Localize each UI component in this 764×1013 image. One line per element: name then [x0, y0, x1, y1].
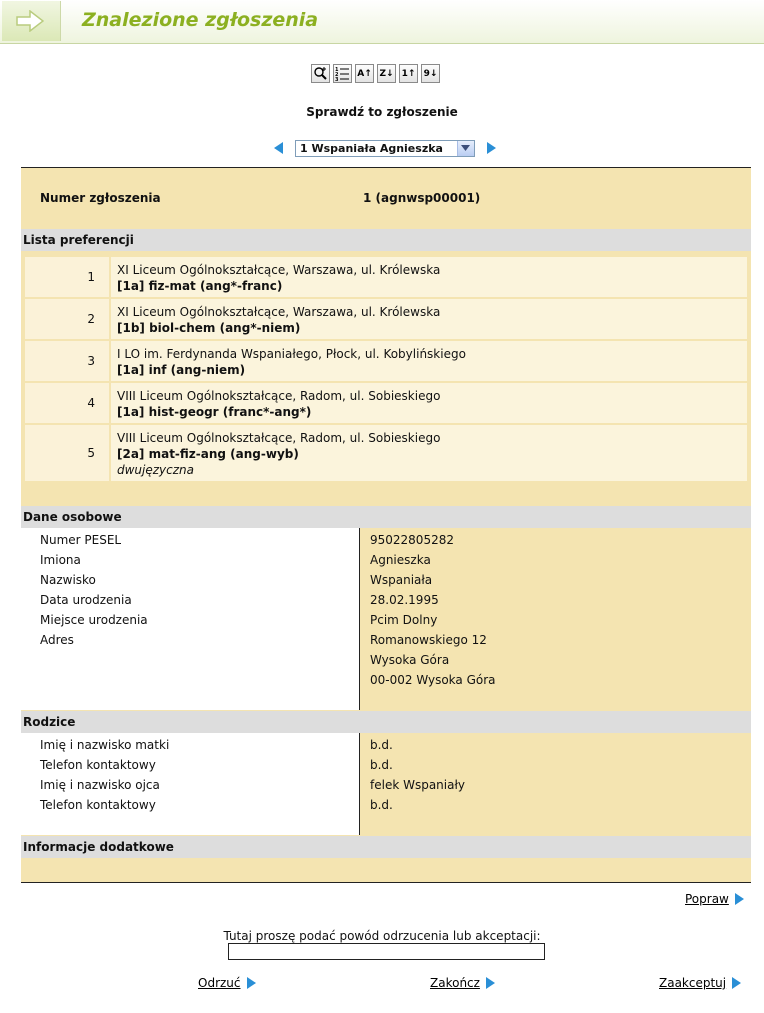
preference-number: 3 — [25, 341, 111, 381]
sort-9-desc-icon[interactable]: 9↓ — [421, 64, 440, 83]
application-number-value: 1 (agnwsp00001) — [363, 191, 481, 205]
header-divider — [0, 43, 764, 44]
reason-label: Tutaj proszę podać powód odrzucenia lub akceptacji: — [223, 929, 541, 943]
extra-info-section-header: Informacje dodatkowe — [21, 836, 751, 858]
application-navigator — [271, 139, 499, 157]
application-details — [21, 167, 751, 883]
preference-class: [1a] fiz-mat (ang*-franc) — [117, 279, 283, 293]
application-select[interactable] — [295, 140, 475, 157]
field-value: 28.02.1995 — [370, 593, 439, 607]
application-number-label: Numer zgłoszenia — [40, 191, 161, 205]
field-value: b.d. — [370, 758, 393, 772]
reject-link[interactable] — [198, 976, 257, 990]
preference-school: XI Liceum Ogólnokształcące, Warszawa, ul. Królewska — [117, 263, 441, 277]
sort-z-desc-icon[interactable]: Z↓ — [377, 64, 396, 83]
arrow-right-icon — [730, 977, 742, 989]
preference-row — [25, 257, 747, 297]
field-value: Pcim Dolny — [370, 613, 438, 627]
address-line: 00-002 Wysoka Góra — [370, 673, 496, 687]
chevron-down-icon[interactable] — [457, 141, 474, 156]
preference-class: [1a] inf (ang-niem) — [117, 363, 246, 377]
finish-link-label: Zakończ — [430, 976, 480, 990]
field-value: 95022805282 — [370, 533, 454, 547]
reason-input[interactable] — [228, 943, 545, 960]
svg-text:3: 3 — [335, 77, 339, 81]
address-line: Wysoka Góra — [370, 653, 450, 667]
field-label: Data urodzenia — [40, 593, 132, 607]
preference-row — [25, 425, 747, 481]
accept-link-label: Zaakceptuj — [659, 976, 727, 990]
preference-number: 5 — [25, 425, 111, 481]
field-value: b.d. — [370, 798, 393, 812]
sort-a-asc-icon[interactable]: A↑ — [355, 64, 374, 83]
preference-number: 4 — [25, 383, 111, 423]
page-title: Znalezione zgłoszenia — [82, 9, 319, 31]
preference-school: XI Liceum Ogólnokształcące, Warszawa, ul. Królewska — [117, 305, 441, 319]
field-label: Adres — [40, 633, 74, 647]
field-value: Romanowskiego 12 — [370, 633, 487, 647]
field-value: Wspaniała — [370, 573, 433, 587]
field-label: Miejsce urodzenia — [40, 613, 148, 627]
field-label: Telefon kontaktowy — [40, 758, 156, 772]
field-value: Agnieszka — [370, 553, 431, 567]
field-label: Imię i nazwisko matki — [40, 738, 170, 752]
page-header — [0, 0, 764, 44]
personal-section-header: Dane osobowe — [21, 506, 751, 528]
preference-class: [2a] mat-fiz-ang (ang-wyb) — [117, 447, 299, 461]
field-label: Imię i nazwisko ojca — [40, 778, 160, 792]
field-label: Telefon kontaktowy — [40, 798, 156, 812]
sort-1-asc-icon[interactable]: 1↑ — [399, 64, 418, 83]
field-value: felek Wspaniały — [370, 778, 465, 792]
accept-link[interactable] — [659, 976, 742, 990]
svg-text:2: 2 — [335, 72, 339, 78]
preference-class: [1b] biol-chem (ang*-niem) — [117, 321, 301, 335]
field-value: b.d. — [370, 738, 393, 752]
header-arrow-icon — [2, 1, 61, 41]
field-label: Imiona — [40, 553, 81, 567]
preference-school: VIII Liceum Ogólnokształcące, Radom, ul. Sobieskiego — [117, 431, 441, 445]
preference-class: [1a] hist-geogr (franc*-ang*) — [117, 405, 312, 419]
previous-arrow-icon[interactable] — [271, 140, 287, 156]
preference-row — [25, 383, 747, 423]
svg-text:1: 1 — [335, 67, 339, 73]
arrow-right-icon — [245, 977, 257, 989]
preference-school: I LO im. Ferdynanda Wspaniałego, Płock, ul. Kobylińskiego — [117, 347, 466, 361]
fix-link[interactable] — [685, 892, 745, 906]
field-label: Nazwisko — [40, 573, 96, 587]
application-select-value: 1 Wspaniała Agnieszka — [300, 141, 443, 155]
preference-number: 2 — [25, 299, 111, 339]
parents-section-header: Rodzice — [21, 711, 751, 733]
preference-row — [25, 299, 747, 339]
check-application-label: Sprawdź to zgłoszenie — [306, 105, 458, 119]
zoom-icon[interactable] — [311, 64, 330, 83]
reject-link-label: Odrzuć — [198, 976, 241, 990]
fix-link-label: Popraw — [685, 892, 729, 906]
arrow-right-icon — [484, 977, 496, 989]
arrow-right-icon — [733, 893, 745, 905]
finish-link[interactable] — [430, 976, 496, 990]
preference-row — [25, 341, 747, 381]
preference-note: dwujęzyczna — [117, 463, 195, 477]
preference-number: 1 — [25, 257, 111, 297]
field-label: Numer PESEL — [40, 533, 122, 547]
preferences-section-header: Lista preferencji — [21, 229, 751, 251]
preference-school: VIII Liceum Ogólnokształcące, Radom, ul. Sobieskiego — [117, 389, 441, 403]
next-arrow-icon[interactable] — [483, 140, 499, 156]
toolbar — [311, 64, 440, 84]
numbered-list-icon[interactable] — [333, 64, 352, 83]
